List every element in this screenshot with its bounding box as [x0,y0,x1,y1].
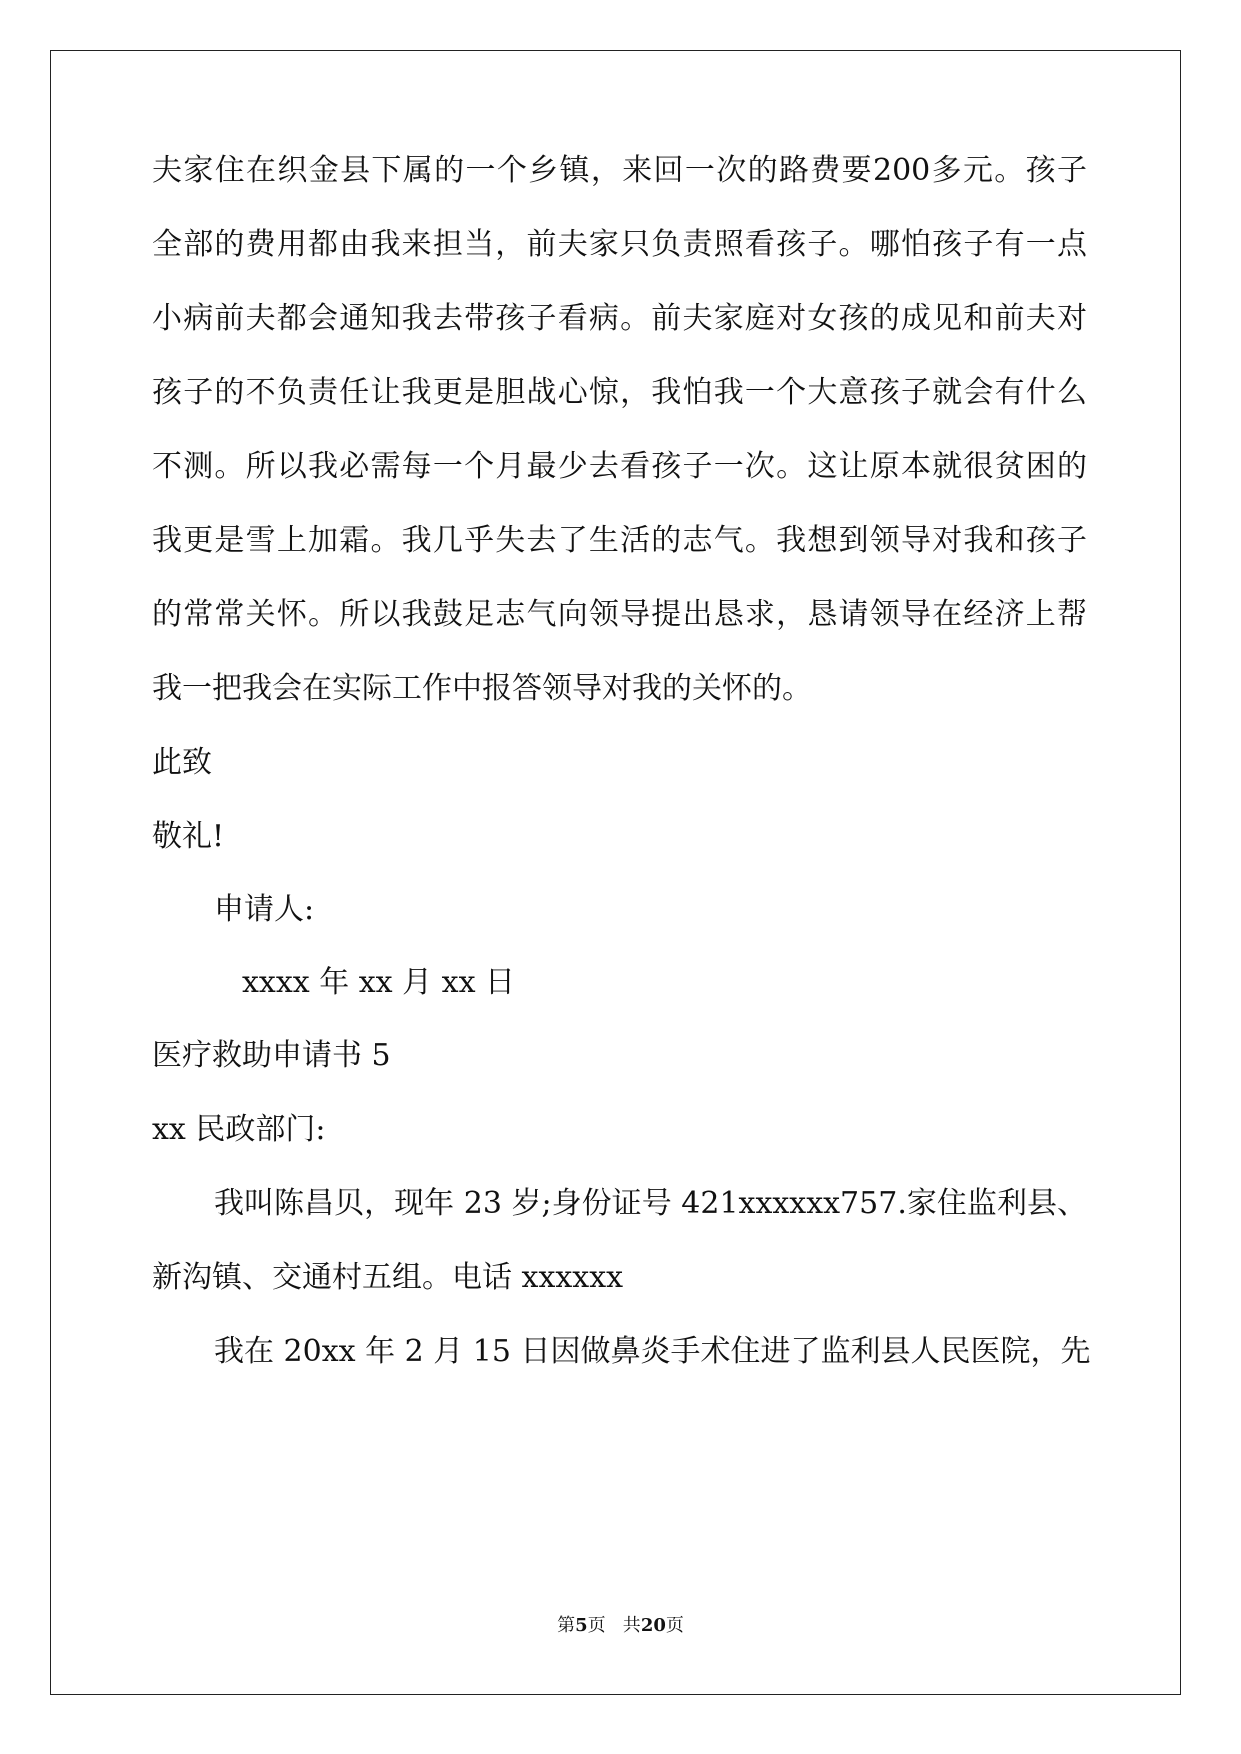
applicant-label: 申请人: [214,892,315,927]
paragraph-line: 全部的费用都由我来担当，前夫家只负责照看孩子。哪怕孩子有一点 [152,227,1087,262]
addressee: xx 民政部门: [152,1112,326,1147]
footer-suffix: 页 [665,1615,684,1636]
paragraph-line: 我一把我会在实际工作中报答领导对我的关怀的。 [152,671,812,706]
closing-salutation: 此致 [152,745,212,780]
paragraph-line: 新沟镇、交通村五组。电话 xxxxxx [152,1260,624,1295]
page-number: 5 [575,1615,588,1636]
page-total: 20 [640,1615,666,1636]
paragraph-line: 孩子的不负责任让我更是胆战心惊，我怕我一个大意孩子就会有什么 [152,375,1087,410]
paragraph-line: 我更是雪上加霜。我几乎失去了生活的志气。我想到领导对我和孩子 [152,523,1087,558]
page-border [50,50,1181,1695]
footer-prefix: 第 [557,1615,576,1636]
paragraph-line: 的常常关怀。所以我鼓足志气向领导提出恳求，恳请领导在经济上帮 [152,597,1087,632]
paragraph-line: 我在 20xx 年 2 月 15 日因做鼻炎手术住进了监利县人民医院，先 [214,1334,1091,1369]
page-footer [0,1614,1241,1638]
closing-regards: 敬礼! [152,819,225,854]
paragraph-line: 小病前夫都会通知我去带孩子看病。前夫家庭对女孩的成见和前夫对 [152,301,1087,336]
paragraph-line: 夫家住在织金县下属的一个乡镇，来回一次的路费要200多元。孩子 [152,153,1087,188]
section-title: 医疗救助申请书 5 [152,1038,391,1073]
paragraph-line: 我叫陈昌贝，现年 23 岁;身份证号 421xxxxxx757.家住监利县、 [214,1186,1087,1221]
date-line: xxxx 年 xx 月 xx 日 [242,965,516,1000]
paragraph-line: 不测。所以我必需每一个月最少去看孩子一次。这让原本就很贫困的 [152,449,1087,484]
footer-mid: 页 共 [587,1615,641,1636]
